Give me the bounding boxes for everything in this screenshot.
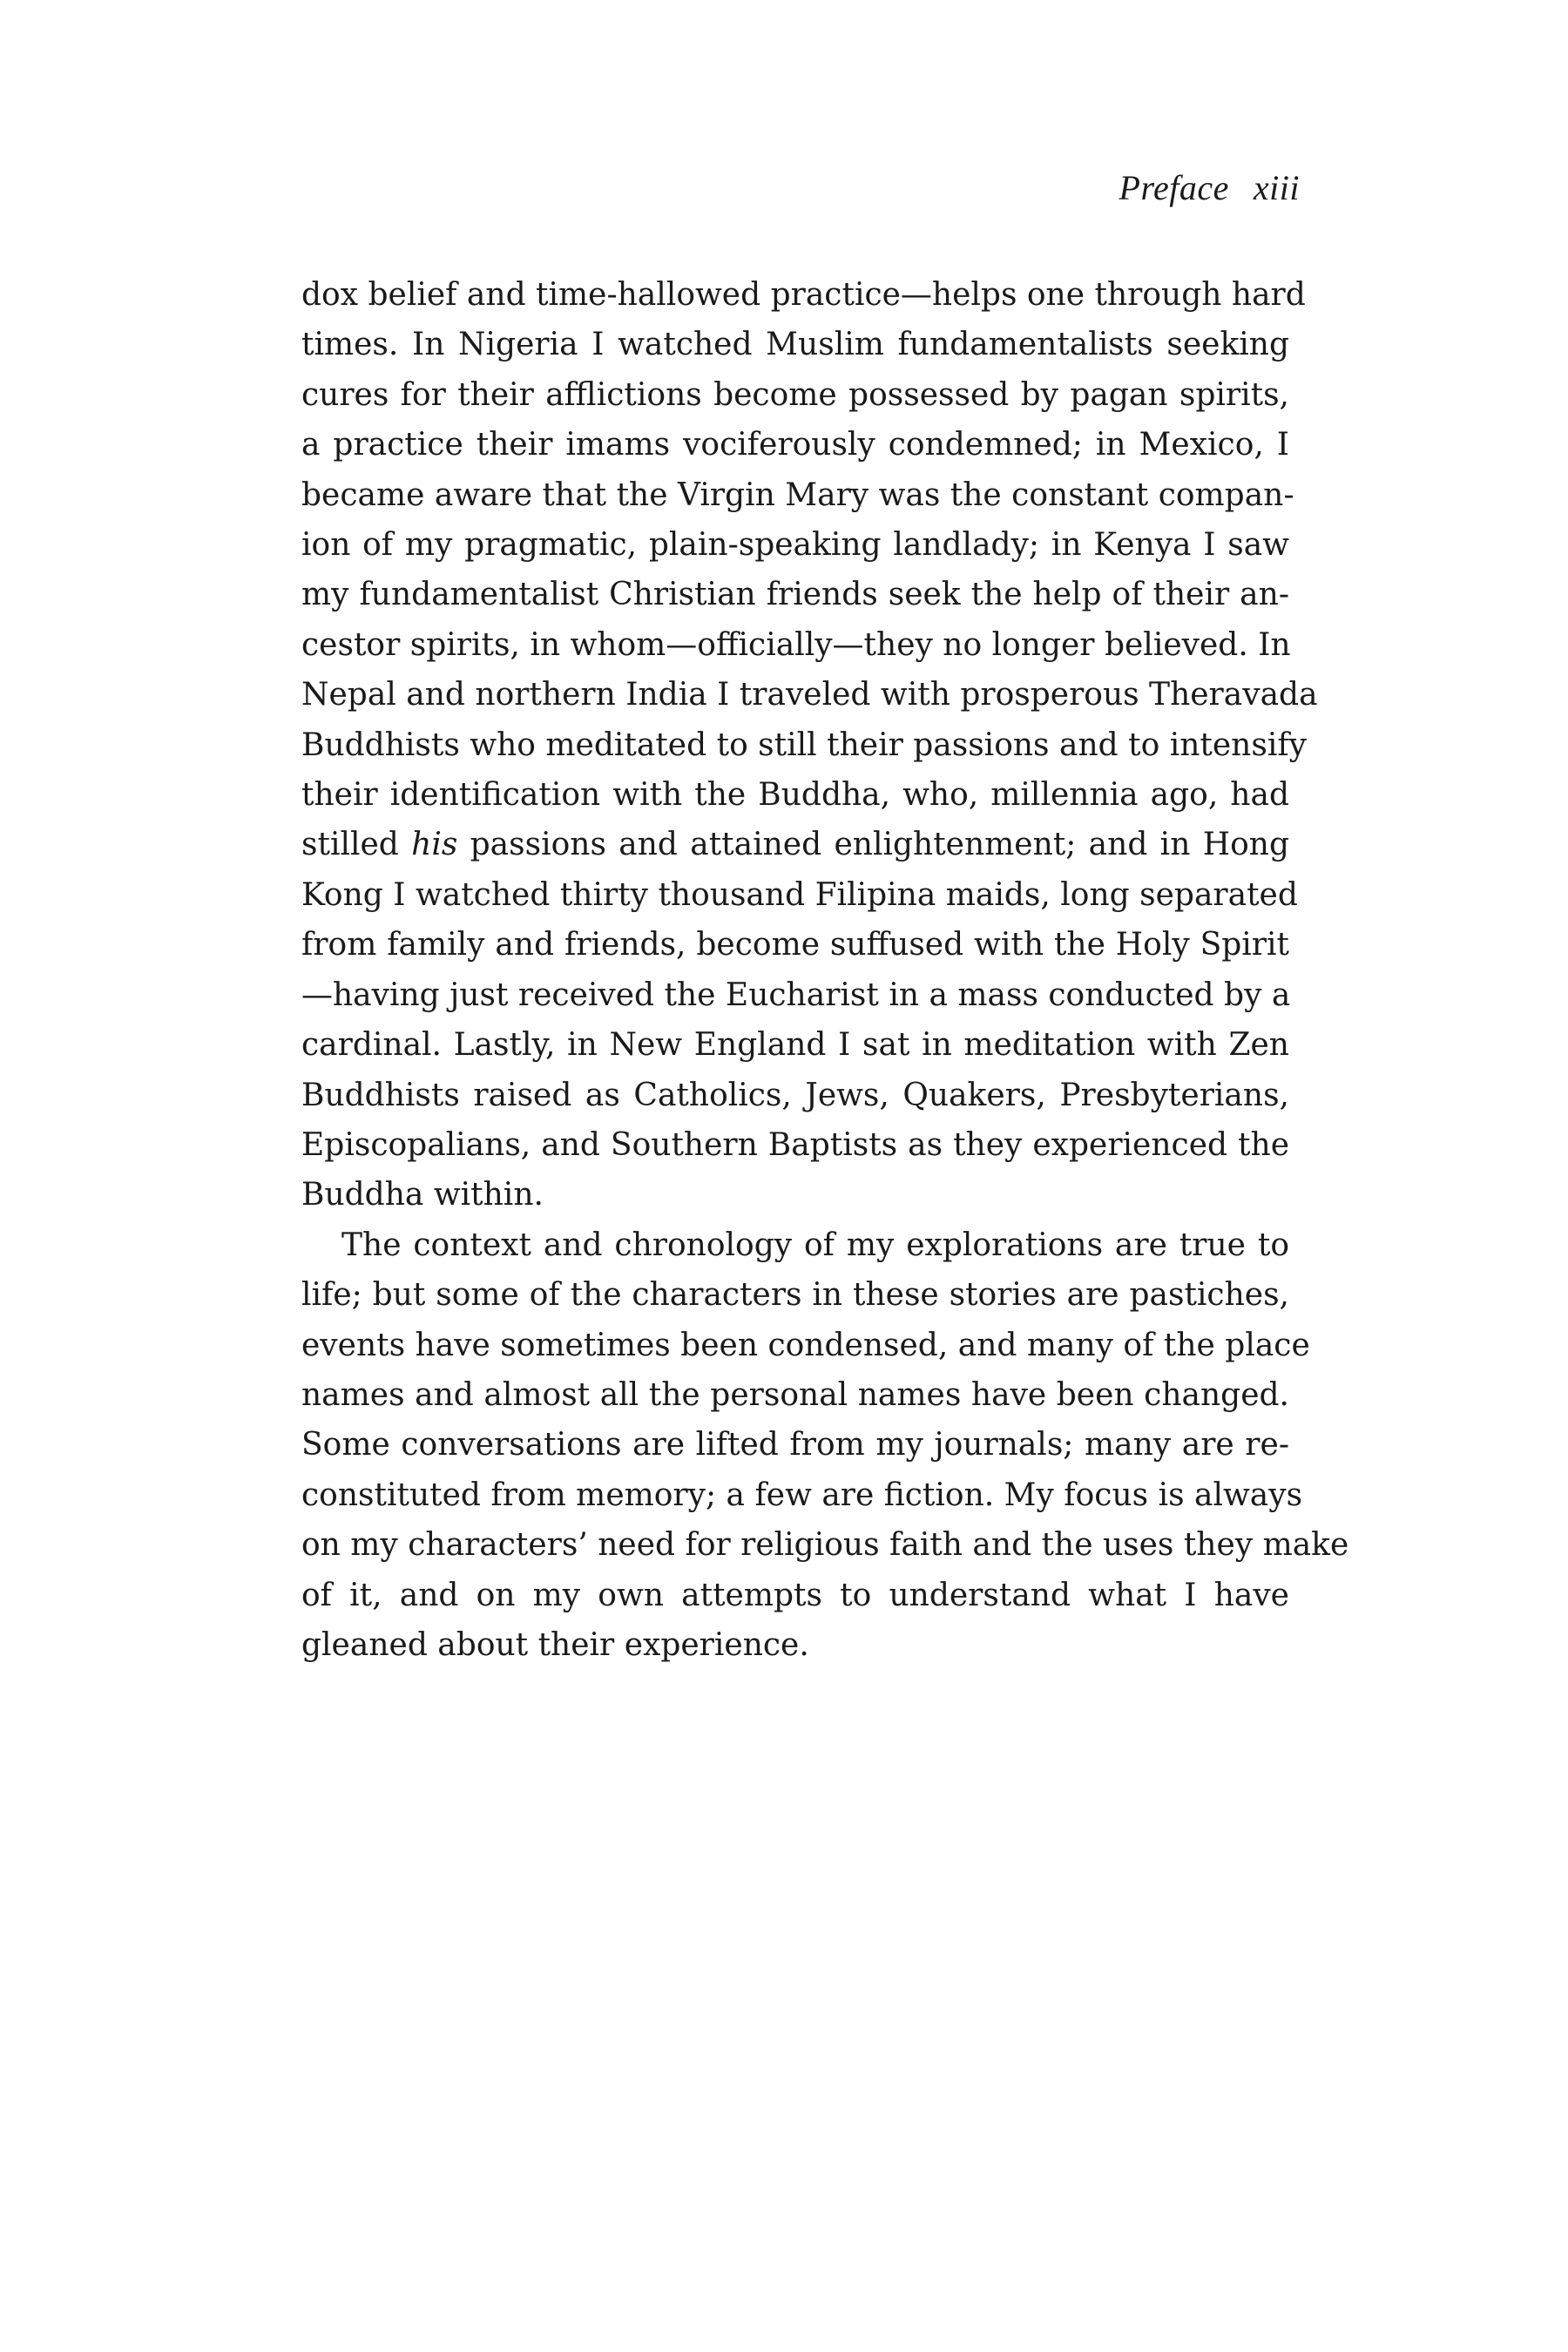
text-line: on my characters’ need for religious faith and the uses they make xyxy=(301,1527,1349,1564)
text-line: Nepal and northern India I traveled with prosperous Theravada xyxy=(301,677,1318,713)
text-line: their identification with the Buddha, who, millennia ago, had xyxy=(301,777,1289,814)
page-number: xiii xyxy=(1253,168,1300,207)
running-head xyxy=(1119,168,1300,207)
text-line: Some conversations are lifted from my journals; many are re- xyxy=(301,1427,1289,1463)
text-fragment: passions and attained enlightenment; and in Hong xyxy=(457,827,1289,863)
text-line: a practice their imams vociferously condemned; in Mexico, I xyxy=(301,427,1289,463)
text-line: Buddha within. xyxy=(301,1177,544,1213)
text-line: of it, and on my own attempts to understand what I have xyxy=(301,1577,1289,1613)
text-line: times. In Nigeria I watched Muslim fundamentalists seeking xyxy=(301,327,1289,363)
text-line: cardinal. Lastly, in New England I sat in meditation with Zen xyxy=(301,1027,1289,1064)
running-head-title: Preface xyxy=(1119,168,1229,207)
text-line: Buddhists who meditated to still their passions and to intensify xyxy=(301,727,1308,763)
text-line: dox belief and time-hallowed practice—helps one through hard xyxy=(301,277,1306,313)
text-line: ion of my pragmatic, plain-speaking landlady; in Kenya I saw xyxy=(301,527,1289,564)
emphasis-his: his xyxy=(411,827,458,863)
text-line: from family and friends, become suffused with the Holy Spirit xyxy=(301,927,1289,963)
text-line: cures for their afflictions become possessed by pagan spirits, xyxy=(301,376,1289,413)
text-line: cestor spirits, in whom—officially—they no longer believed. In xyxy=(301,626,1291,663)
paragraph-1 xyxy=(301,270,1318,1220)
text-line: became aware that the Virgin Mary was the constant compan- xyxy=(301,476,1294,513)
text-line: life; but some of the characters in these stories are pastiches, xyxy=(301,1277,1289,1314)
text-line-with-emphasis xyxy=(301,820,1289,869)
text-line: Episcopalians, and Southern Baptists as they experienced the xyxy=(301,1126,1289,1163)
paragraph-2 xyxy=(301,1220,1349,1671)
text-line: gleaned about their experience. xyxy=(301,1626,809,1663)
text-line: —having just received the Eucharist in a mass conducted by a xyxy=(301,977,1291,1013)
text-line: Kong I watched thirty thousand Filipina maids, long separated xyxy=(301,876,1298,913)
text-line: names and almost all the personal names have been changed. xyxy=(301,1376,1289,1413)
text-line: The context and chronology of my explorations are true to xyxy=(341,1227,1289,1263)
body-text xyxy=(301,270,1349,1670)
text-line: my fundamentalist Christian friends seek the help of their an- xyxy=(301,577,1289,613)
text-fragment: stilled xyxy=(301,827,412,863)
text-line: events have sometimes been condensed, and many of the place xyxy=(301,1327,1310,1363)
text-line: Buddhists raised as Catholics, Jews, Quakers, Presbyterians, xyxy=(301,1077,1289,1113)
text-line: constituted from memory; a few are fiction. My focus is always xyxy=(301,1477,1303,1513)
